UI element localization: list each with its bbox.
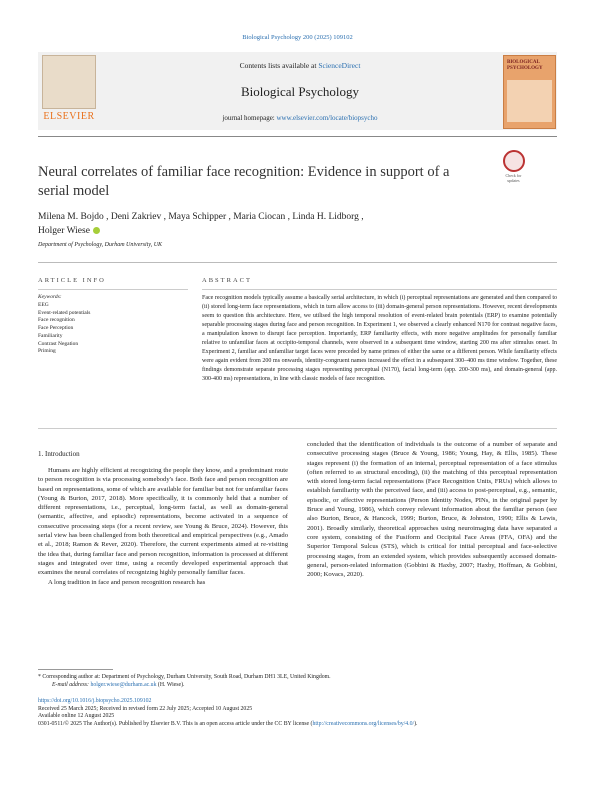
journal-cover-image[interactable] — [503, 55, 556, 129]
footnote — [38, 673, 558, 689]
homepage-prefix: journal homepage: — [222, 114, 275, 122]
paper-title: Neural correlates of familiar face recognition: Evidence in support of a serial model — [38, 164, 450, 199]
elsevier-tree-icon — [42, 55, 96, 109]
abstract-text: Face recognition models typically assume a basically serial architecture, in which (i) perceptual representations are generated and then compared to (ii) stored long-term face representations, which in turn allow access to (iii) domain-general person representations. However, recent developments seem to question this architecture. Here, we utilised the high temporal resolution of event-related brain potentials (ERP) to examine potentially separable processing stages during face and person recognition. In Experiment 1, we observed a clearly enhanced N170 for contrast negative faces, a manipulation known to disrupt face perception. Importantly, ERP familiarity effects, with more negative amplitudes for personally familiar relative to unfamiliar faces at occipito-temporal channels, were observed in a subsequent time window, starting 200 ms after stimulus onset. In Experiment 2, familiar and unfamiliar target faces were preceded by name primes of either the same or a different person. While familiarity effects were again evident from 200 ms onwards, identity-congruent names increased the effect in a subsequent 300–400 ms time window. Together, these findings demonstrate separate processing stages representing perceptual (N170), facial long-term (app. 200-300 ms), and domain-general (app. 300-400 ms) representations, in line with classic models of face recognition. — [202, 295, 557, 382]
received-dates: Received 25 March 2025; Received in revised form 22 July 2025; Accepted 10 August 2025 — [38, 705, 253, 712]
keyword: Familiarity — [38, 332, 63, 339]
footnote-divider — [38, 669, 113, 670]
paragraph: concluded that the identification of individuals is the outcome of a number of separate and consecutive processing stages (Bruce & Young, 1986; Young, Hay, & Ellis, 1985). These stages represent (i) the formation of an internal, perceptual representation of a face stimulus (often referred to as structural encoding), (ii) the matching of this perceptual representation with stored long-term facial representations (Face Recognition Units, FRUs) which allows to establish familiarity with the perceived face, and (iii) access to post-perceptual, e.g., semantic, episodic, or affective representations (Person Identity Nodes, PINs, in the original paper by Bruce and Young, 1986), which convey relevant information about the familiar person (see also Burton, Bruce, & Hancock, 1999; Burton, Bruce, & Johnston, 1990; Ellis & Lewis, 2001). Broadly similarly, theoretical approaches using neuroimaging data have separated a core system, consisting of the Fusiform and Occipital Face Areas (FFA, OFA) and the Superior Temporal Sulcus (STS), which is critical for initial perceptual and face-selective processing stages, from an extended system, which provides subsequently accessed domain-general, person-related information (Gobbini & Haxby, 2007; Haxby, Hoffman, & Gobbini, 2000; Kovacs, 2020). — [307, 441, 557, 579]
email-line — [38, 681, 558, 689]
check-updates-button[interactable] — [500, 150, 527, 183]
license-suffix: ). — [414, 720, 418, 727]
cover-title: BIOLOGICAL PSYCHOLOGY — [507, 60, 543, 71]
divider — [38, 262, 557, 263]
license-line — [38, 721, 558, 729]
doi-link[interactable]: https://doi.org/10.1016/j.biopsycho.2025.109102 — [38, 698, 152, 704]
keyword: Contrast Negation — [38, 340, 79, 347]
sciencedirect-link[interactable]: ScienceDirect — [318, 61, 361, 70]
homepage-link[interactable]: www.elsevier.com/locate/biopsycho — [276, 114, 378, 122]
keyword: Face Perception — [38, 325, 74, 332]
elsevier-logo[interactable] — [40, 55, 98, 127]
article-history — [38, 698, 558, 728]
orcid-icon[interactable] — [93, 227, 100, 234]
abstract-heading: ABSTRACT — [202, 277, 252, 284]
keyword: Event-related potentials — [38, 309, 91, 316]
paragraph: Humans are highly efficient at recognizing the people they know, and a predominant route to person recognition is via processing somebody's face. Both face and person recognition are based on representations, some of which are available for familiar but not for unfamiliar faces (Young & Burton, 2017, 2018). More specifically, it is commonly held that a number of different representations, i.e., perceptual, long-term facial, as well as domain-general (semantic, affective, and episodic) representations, become activated in a sequence of consecutive processing steps (for a recent review, see Young & Bruce, 2024). However, this serial view has been challenged from both theoretical and empirical perspectives (e.g., Amado et al., 2018; Ramon & Rever, 2020). Therefore, the current experiments aimed at re-visiting the idea that, during familiar face and person recognition, information is processed at different stages and integrated over time, using a recently developed experimental approach that examines the neural correlates of recognizing highly personally familiar faces. — [38, 467, 288, 577]
contents-line — [100, 61, 500, 70]
paragraph: A long tradition in face and person recognition research has — [48, 578, 206, 586]
divider — [38, 136, 557, 137]
available-online: Available online 12 August 2025 — [38, 713, 115, 720]
divider — [38, 289, 188, 290]
author-list — [38, 210, 538, 238]
affiliation: Department of Psychology, Durham University, UK — [38, 242, 163, 248]
body-column-left — [38, 466, 288, 587]
contents-prefix: Contents lists available at — [239, 61, 317, 70]
journal-reference-link[interactable]: Biological Psychology 200 (2025) 109102 — [242, 34, 353, 41]
correspondence-note: * Corresponding author at: Department of Psychology, Durham University, South Road, Durham DH1 3LE, United Kingdom. — [38, 674, 331, 680]
publisher-logo-text: ELSEVIER — [43, 111, 95, 122]
email-link[interactable]: holger.wiese@durham.ac.uk — [90, 682, 157, 688]
license-prefix: 0301-0511/© 2025 The Author(s). Published by Elsevier B.V. This is an open access article under the CC BY license ( — [38, 720, 313, 727]
check-updates-icon — [503, 150, 525, 172]
check-updates-label: Check for updates — [505, 173, 522, 183]
divider — [38, 428, 557, 429]
license-link[interactable]: http://creativecommons.org/licenses/by/4.0/ — [312, 720, 415, 727]
authors-line-2[interactable]: Holger Wiese — [38, 226, 90, 236]
email-suffix: (H. Wiese). — [157, 682, 185, 688]
divider — [202, 289, 557, 290]
keywords-list — [38, 302, 90, 356]
homepage-line — [100, 114, 500, 122]
keyword: Face recognition — [38, 317, 75, 324]
keyword: Priming — [38, 348, 56, 355]
body-column-right — [307, 440, 557, 579]
section-heading-introduction: 1. Introduction — [38, 450, 80, 458]
cover-art — [507, 80, 552, 122]
journal-title: Biological Psychology — [240, 84, 360, 99]
keyword: EEG — [38, 302, 49, 308]
article-info-heading: ARTICLE INFO — [38, 277, 106, 284]
email-label: E-mail address: — [52, 682, 89, 688]
authors-line-1[interactable]: Milena M. Bojdo , Deni Zakriev , Maya Schipper , Maria Ciocan , Linda H. Lidborg , — [38, 212, 364, 222]
keywords-label: Keywords: — [38, 294, 62, 300]
